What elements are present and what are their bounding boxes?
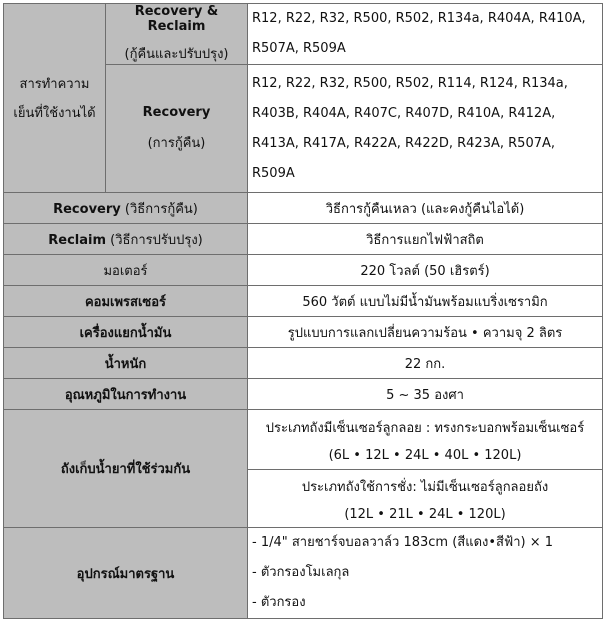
tank-float-sensor-line2: (6L • 12L • 24L • 40L • 120L) <box>328 447 522 463</box>
accessory-item: - 1/4" สายชาร์จบอลวาล์ว 183cm (สีแดง•สีฟ้า) × 1 <box>252 535 553 550</box>
refrigerants-label-line1: สารทำความ <box>19 77 90 92</box>
table-row <box>4 4 603 65</box>
recovery-reclaim-label-th: (กู้คืนและปรับปรุง) <box>124 47 229 62</box>
refrigerants-group-label <box>4 4 106 193</box>
compressor-value: 560 วัตต์ แบบไม่มีน้ำมันพร้อมแบริ่งเซรามิก <box>248 286 603 317</box>
recovery-value-line4: R509A <box>252 165 295 181</box>
reclaim-method-label <box>4 224 248 255</box>
recovery-value-line2: R403B, R404A, R407C, R407D, R410A, R412A, <box>252 105 556 121</box>
recovery-method-value: วิธีการกู้คืนเหลว (และคงกู้คืนไอได้) <box>248 193 603 224</box>
tank-scale-value <box>248 470 603 528</box>
accessories-label: อุปกรณ์มาตรฐาน <box>4 528 248 619</box>
refrigerants-label-line2: เย็นที่ใช้งานได้ <box>13 106 96 121</box>
recovery-value-line3: R413A, R417A, R422A, R422D, R423A, R507A, <box>252 135 556 151</box>
tank-scale-line2: (12L • 21L • 24L • 120L) <box>344 506 506 522</box>
motor-value: 220 โวลต์ (50 เฮิรตร์) <box>248 255 603 286</box>
operating-temp-label: อุณหภูมิในการทำงาน <box>4 379 248 410</box>
tank-float-sensor-line1: ประเภทถังมีเซ็นเซอร์ลูกลอย : ทรงกระบอกพร้อมเซ็นเซอร์ <box>265 420 585 436</box>
tank-float-sensor-value <box>248 410 603 470</box>
table-row <box>4 379 603 410</box>
weight-label: น้ำหนัก <box>4 348 248 379</box>
table-row <box>4 193 603 224</box>
recovery-label <box>106 65 248 193</box>
recovery-method-label-th: (วิธีการกู้คืน) <box>120 201 198 217</box>
table-row <box>4 224 603 255</box>
recovery-reclaim-value-line1: R12, R22, R32, R500, R502, R134a, R404A, R410A, <box>252 11 586 26</box>
tank-scale-line1: ประเภทถังใช้การชั่ง: ไม่มีเซ็นเซอร์ลูกลอยถัง <box>301 479 549 495</box>
table-row <box>4 317 603 348</box>
compressor-label: คอมเพรสเซอร์ <box>4 286 248 317</box>
oil-separator-value: รูปแบบการแลกเปลี่ยนความร้อน • ความจุ 2 ลิตร <box>248 317 603 348</box>
table-row <box>4 286 603 317</box>
recovery-label-th: (การกู้คืน) <box>147 135 206 151</box>
weight-value: 22 กก. <box>248 348 603 379</box>
recovery-value <box>248 65 603 193</box>
reclaim-method-value: วิธีการแยกไฟฟ้าสถิต <box>248 224 603 255</box>
accessory-item: - ตัวกรองโมเลกุล <box>252 565 350 580</box>
recovery-reclaim-value <box>248 4 603 65</box>
reclaim-method-label-en: Reclaim <box>48 232 107 248</box>
table-row <box>4 348 603 379</box>
table-row <box>4 255 603 286</box>
recovery-method-label <box>4 193 248 224</box>
recovery-method-label-en: Recovery <box>53 201 121 217</box>
reclaim-method-label-th: (วิธีการปรับปรุง) <box>106 232 203 248</box>
recovery-reclaim-value-line2: R507A, R509A <box>252 41 346 56</box>
recovery-label-en: Recovery <box>142 104 211 120</box>
table-row <box>4 528 603 619</box>
recovery-reclaim-label-en: Recovery & Reclaim <box>134 4 219 34</box>
operating-temp-value: 5 ~ 35 องศา <box>248 379 603 410</box>
motor-label: มอเตอร์ <box>4 255 248 286</box>
accessories-value <box>248 528 603 619</box>
tanks-label: ถังเก็บน้ำยาที่ใช้ร่วมกัน <box>4 410 248 528</box>
recovery-reclaim-label <box>106 4 248 65</box>
oil-separator-label: เครื่องแยกน้ำมัน <box>4 317 248 348</box>
accessory-item: - ตัวกรอง <box>252 595 306 610</box>
recovery-value-line1: R12, R22, R32, R500, R502, R114, R124, R134a, <box>252 75 568 91</box>
table-row <box>4 410 603 470</box>
spec-table <box>3 3 603 619</box>
